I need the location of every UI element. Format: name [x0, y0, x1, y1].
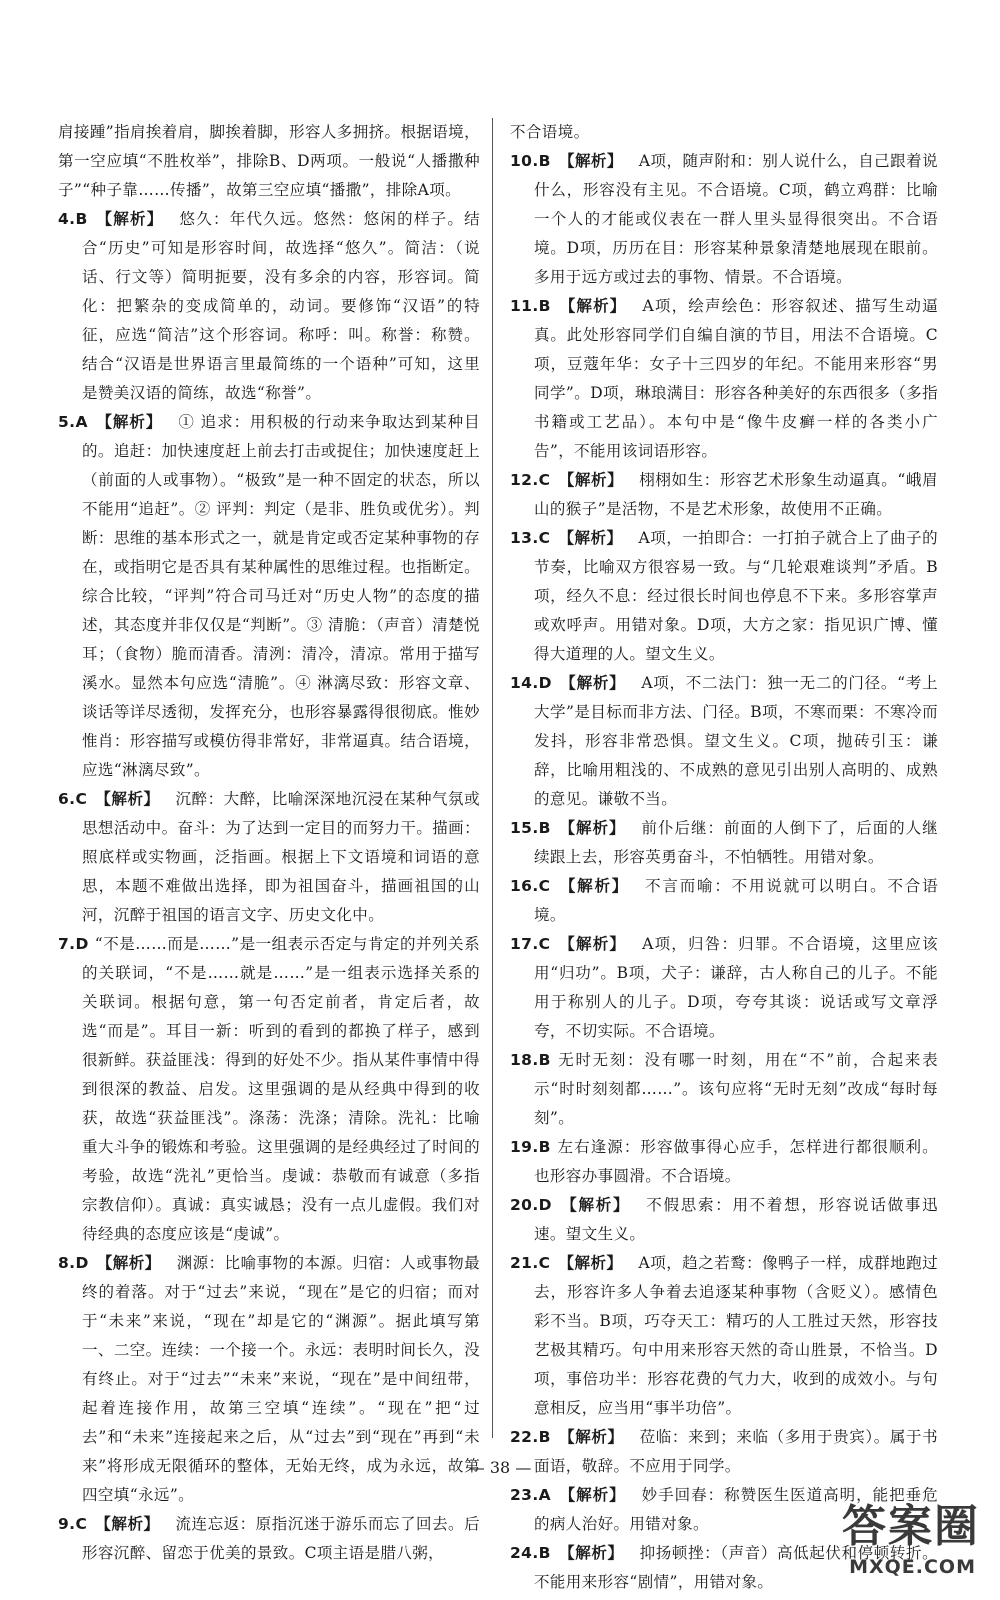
item-text: 妙手回春：称赞医生医道高明，能把垂危的病人治好。用错对象。 — [534, 1486, 939, 1533]
item-number: 13. — [510, 529, 539, 547]
item-text: 不言而喻：不用说就可以明白。不合语境。 — [534, 877, 938, 924]
item-number: 10. — [510, 152, 539, 170]
item-text: 栩栩如生：形容艺术形象生动逼真。“峨眉山的猴子”是活物，不是艺术形象，故使用不正确。 — [534, 471, 938, 518]
analysis-tag: 【解析】 — [558, 1544, 624, 1562]
item-number: 14. — [510, 674, 539, 692]
item-number: 15. — [510, 819, 539, 837]
item-text: 不假思索：用不着想，形容说话做事迅速。望文生义。 — [534, 1196, 938, 1243]
item-number: 22. — [510, 1428, 539, 1446]
answer-item — [58, 785, 480, 930]
item-text: 流连忘返：原指沉迷于游乐而忘了回去。后形容沉醉、留恋于优美的景致。C项主语是腊八粥， — [82, 1515, 480, 1562]
item-number: 21. — [510, 1254, 539, 1272]
item-number: 12. — [510, 471, 539, 489]
answer-item — [510, 669, 938, 814]
item-text: “不是……而是……”是一组表示否定与肯定的并列关系的关联词，“不是……就是……”是一组表示选择关系的关联词。根据句意，第一句否定前者，肯定后者，故选“而是”。耳目一新：听到的看到的都换了样子，感到很新鲜。获益匪浅：得到的好处不少。指从某件事情中得到很深的教益、启发。这里强调的是从经典中得到的收获，故选“获益匪浅”。涤荡：洗涤；清除。洗礼：比喻重大斗争的锻炼和考验。这里强调的是经典经过了时间的考验，故选“洗礼”更恰当。虔诚：恭敬而有诚意（多指宗教信仰）。真诚：真实诚恳；没有一点儿虚假。我们对待经典的态度应该是“虔诚”。 — [82, 935, 480, 1243]
item-number: 5. — [58, 413, 76, 431]
analysis-tag: 【解析】 — [559, 674, 626, 692]
answer-item — [510, 930, 938, 1046]
analysis-tag: 【解析】 — [95, 1515, 160, 1533]
item-answer: B — [538, 1544, 551, 1562]
answer-item — [58, 205, 480, 408]
item-number: 6. — [58, 790, 76, 808]
item-answer: D — [75, 935, 89, 953]
item-answer: C — [538, 471, 551, 489]
answer-item — [510, 147, 938, 292]
item-answer: B — [538, 1138, 551, 1156]
item-text: A项，随声附和：别人说什么，自己跟着说什么，形容没有主见。不合语境。C项，鹤立鸡群：比喻一个人的才能或仪表在一群人里头显得很突出。不合语境。D项，历历在目：形容某种景象清楚地展现在眼前。多用于远方或过去的事物、情景。不合语境。 — [534, 152, 939, 286]
item-number: 19. — [510, 1138, 539, 1156]
analysis-tag: 【解析】 — [95, 413, 163, 431]
answer-continuation — [58, 118, 480, 205]
item-number: 16. — [510, 877, 539, 895]
analysis-tag: 【解析】 — [558, 529, 623, 547]
item-number: 11. — [510, 297, 539, 315]
answer-item — [510, 1249, 938, 1423]
item-answer: C — [538, 1254, 551, 1272]
item-text: A项，绘声绘色：形容叙述、描写生动逼真。此处形容同学们自编自演的节目，用法不合语境。C项，豆蔻年华：女子十三四岁的年纪。不能用来形容“男同学”。D项，琳琅满目：形容各种美好的东西很多（多指书籍或工艺品）。本句中是“像牛皮癣一样的各类小广告”，不能用该词语形容。 — [534, 297, 938, 460]
analysis-tag: 【解析】 — [558, 1254, 623, 1272]
item-text: 无时无刻：没有哪一时刻，用在“不”前，合起来表示“时时刻刻都……”。该句应将“无时无刻”改成“每时每刻”。 — [534, 1051, 938, 1127]
item-answer: B — [538, 297, 551, 315]
item-number: 17. — [510, 935, 539, 953]
item-text: 抑扬顿挫：（声音）高低起伏和停顿转折。不能用来形容“剧情”，用错对象。 — [534, 1544, 938, 1591]
item-text: A项，归咎：归罪。不合语境，这里应该用“归功”。B项，犬子：谦辞，古人称自己的儿子。不能用于称别人的儿子。D项，夸夸其谈：说话或写文章浮夸，不切实际。不合语境。 — [534, 935, 938, 1040]
item-number: 4. — [58, 210, 76, 228]
item-number: 7. — [58, 935, 76, 953]
answer-item — [510, 1191, 938, 1249]
item-text: A项，趋之若鹜：像鸭子一样，成群地跑过去，形容许多人争着去追逐某种事物（含贬义）。感情色彩不当。B项，巧夺天工：精巧的人工胜过天然，形容技艺极其精巧。句中用来形容天然的奇山胜景，不恰当。D项，事倍功半：形容花费的气力大，收到的成效小。与句意相反，应当用“事半功倍”。 — [534, 1254, 939, 1417]
item-text: A项，一拍即合：一打拍子就合上了曲子的节奏，比喻双方很容易一致。与“几轮艰难谈判”矛盾。B项，经久不息：经过很长时间也停息不下来。多形容掌声或欢呼声。用错对象。D项，大方之家：指见识广博、懂得大道理的人。望文生义。 — [534, 529, 939, 663]
left-column — [58, 118, 480, 1568]
analysis-tag: 【解析】 — [558, 152, 623, 170]
item-text: 悠久：年代久远。悠然：悠闲的样子。结合“历史”可知是形容时间，故选择“悠久”。简洁：（说话、行文等）简明扼要，没有多余的内容，形容词。简化：把繁杂的变成简单的，动词。要修饰“汉语”的特征，应选“简洁”这个形容词。称呼：叫。称誉：称赞。结合“汉语是世界语言里最简练的一个语种”可知，这里是赞美汉语的简练，故选“称誉”。 — [82, 210, 481, 402]
column-divider — [492, 118, 493, 1438]
item-number: 20. — [510, 1196, 539, 1214]
answer-item — [510, 292, 938, 466]
item-text: 莅临：来到；来临（多用于贵宾）。属于书面语，敬辞。不应用于同学。 — [534, 1428, 938, 1475]
answer-continuation — [510, 118, 938, 147]
item-answer: B — [538, 819, 551, 837]
item-answer: D — [538, 674, 552, 692]
analysis-tag: 【解析】 — [558, 877, 630, 895]
item-text: 不合语境。 — [510, 123, 590, 141]
answer-item — [510, 1133, 938, 1191]
analysis-tag: 【解析】 — [559, 1196, 631, 1214]
analysis-tag: 【解析】 — [95, 790, 160, 808]
analysis-tag: 【解析】 — [558, 1428, 624, 1446]
item-number: 18. — [510, 1051, 539, 1069]
item-answer: D — [538, 1196, 552, 1214]
item-text: 前仆后继：前面的人倒下了，后面的人继续跟上去，形容英勇奋斗，不怕牺牲。用错对象。 — [534, 819, 938, 866]
answer-item — [510, 1046, 938, 1133]
item-text: 肩接踵”指肩挨着肩，脚挨着脚，形容人多拥挤。根据语境，第一空应填“不胜枚举”，排除B、D两项。一般说“人播撒种子”“种子靠……传播”，故第三空应填“播撒”，排除A项。 — [58, 123, 480, 199]
watermark-logo — [820, 1490, 980, 1590]
analysis-tag: 【解析】 — [559, 1486, 626, 1504]
analysis-tag: 【解析】 — [558, 935, 627, 953]
analysis-tag: 【解析】 — [96, 1254, 161, 1272]
item-text: ① 追求：用积极的行动来争取达到某种目的。追赶：加快速度赶上前去打击或捉住；加快速度赶上（前面的人或事物）。“极致”是一种不固定的状态，所以不能用“追赶”。② 评判：判定（是非、胜负或优劣）。判断：思维的基本形式之一，就是肯定或否定某种事物的存在，或指明它是否具有某种属性的思维过程。也指断定。综合比较，“评判”符合司马迁对“历史人物”的态度的描述，其态度并非仅仅是“判断”。③ 清脆：（声音）清楚悦耳；（食物）脆而清香。清洌：清冷，清凉。常用于描写溪水。显然本句应选“清脆”。④ 淋漓尽致：形容文章、谈话等详尽透彻，发挥充分，也形容暴露得很彻底。惟妙惟肖：形容描写或模仿得非常好，非常逼真。结合语境，应选“淋漓尽致”。 — [82, 413, 480, 779]
item-answer: C — [538, 935, 551, 953]
item-answer: A — [75, 413, 88, 431]
item-number: 9. — [58, 1515, 76, 1533]
item-answer: B — [538, 152, 551, 170]
answer-item — [510, 814, 938, 872]
analysis-tag: 【解析】 — [558, 297, 627, 315]
item-answer: C — [538, 529, 551, 547]
item-number: 8. — [58, 1254, 76, 1272]
answer-item — [58, 930, 480, 1249]
item-answer: C — [75, 1515, 88, 1533]
item-answer: C — [538, 877, 551, 895]
item-number: 24. — [510, 1544, 539, 1562]
item-answer: C — [75, 790, 88, 808]
analysis-tag: 【解析】 — [558, 471, 624, 489]
right-column — [510, 118, 938, 1597]
analysis-tag: 【解析】 — [558, 819, 626, 837]
watermark-logo-url: MXQE.COM — [849, 1556, 976, 1578]
page-number: — 38 — — [468, 1458, 532, 1477]
answer-item — [510, 466, 938, 524]
item-number: 23. — [510, 1486, 539, 1504]
item-text: 渊源：比喻事物的本源。归宿：人或事物最终的着落。对于“过去”来说，“现在”是它的归宿；而对于“未来”来说，“现在”却是它的“渊源”。据此填写第一、二空。连续：一个接一个。永远：表明时间长久，没有终止。对于“过去”“未来”来说，“现在”是中间纽带，起着连接作用，故第三空填“连续”。“现在”把“过去”和“未来”连接起来之后，从“过去”到“现在”再到“未来”将形成无限循环的整体，无始无终，成为永远，故第四空填“永远”。 — [82, 1254, 480, 1504]
item-answer: B — [75, 210, 88, 228]
item-answer: B — [538, 1428, 551, 1446]
item-text: 左右逢源：形容做事得心应手，怎样进行都很顺利。也形容办事圆滑。不合语境。 — [534, 1138, 938, 1185]
analysis-tag: 【解析】 — [95, 210, 164, 228]
item-text: A项，不二法门：独一无二的门径。“考上大学”是目标而非方法、门径。B项，不寒而栗：不寒冷而发抖，形容非常恐惧。望文生义。C项，抛砖引玉：谦辞，比喻用粗浅的、不成熟的意见引出别人高明的、成熟的意见。谦敬不当。 — [534, 674, 938, 808]
item-answer: D — [75, 1254, 89, 1272]
answer-item — [510, 872, 938, 930]
answer-item — [510, 524, 938, 669]
item-answer: A — [538, 1486, 552, 1504]
answer-item — [58, 408, 480, 785]
watermark-logo-text: 答案圈 — [842, 1501, 980, 1552]
item-text: 沉醉：大醉，比喻深深地沉浸在某种气氛或思想活动中。奋斗：为了达到一定目的而努力干。描画：照底样或实物画，泛指画。根据上下文语境和词语的意思，本题不难做出选择，即为祖国奋斗，描画祖国的山河，沉醉于祖国的语言文字、历史文化中。 — [82, 790, 480, 924]
answer-item — [58, 1510, 480, 1568]
item-answer: B — [538, 1051, 551, 1069]
